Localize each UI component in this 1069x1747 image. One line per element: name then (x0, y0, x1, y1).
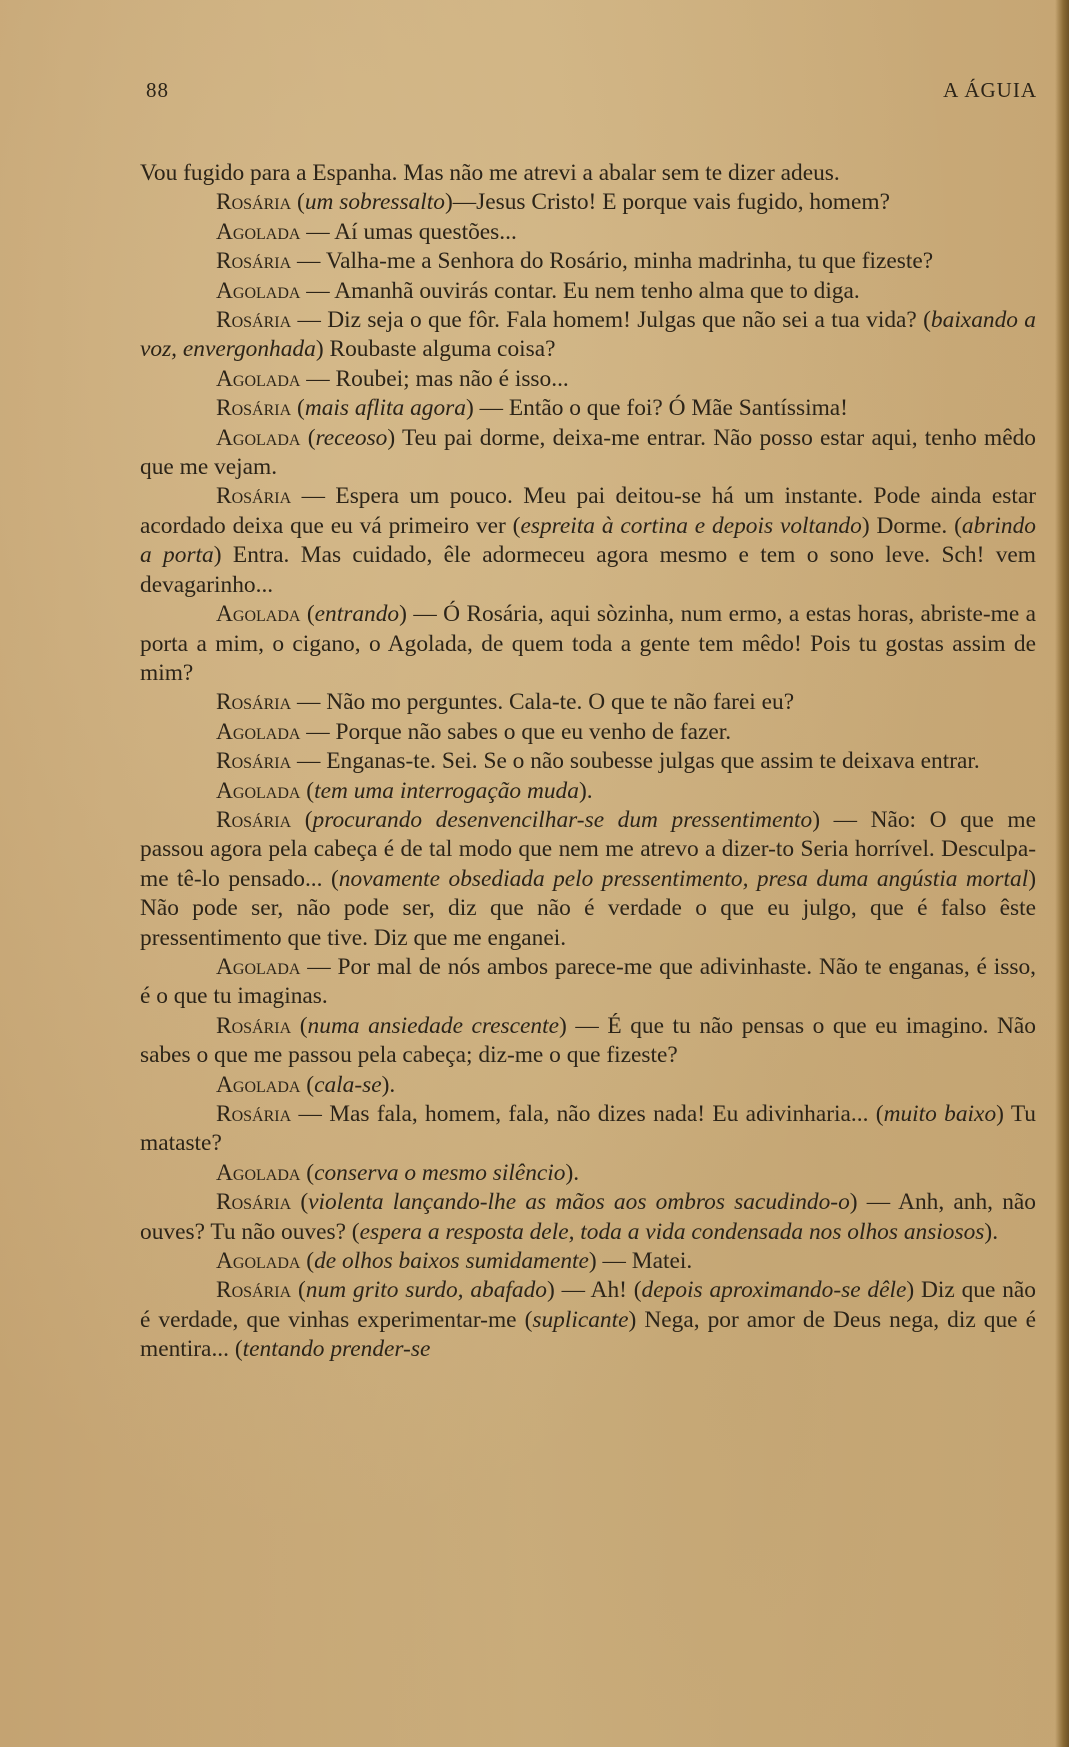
speaker-name: Agolada (216, 365, 301, 392)
stage-direction: conserva o mesmo silêncio (314, 1159, 566, 1186)
dialogue-text: ) Tu mataste? (140, 1101, 1036, 1157)
dialogue-paragraph (140, 718, 1036, 747)
stage-direction: tem uma interrogação muda (314, 777, 579, 804)
stage-direction: mais aflita agora (304, 395, 466, 422)
speaker-name: Agolada (216, 424, 301, 451)
dialogue-text: ). (565, 1159, 580, 1186)
speaker-name: Agolada (216, 218, 301, 245)
dialogue-paragraph (140, 1159, 1036, 1188)
dialogue-text: ( (300, 777, 315, 804)
dialogue-text: ( (300, 1248, 315, 1275)
dialogue-text: — Não mo perguntes. Cala-te. O que te não farei eu? (291, 689, 795, 716)
stage-direction: espera a resposta dele, toda a vida condensada nos olhos ansiosos (359, 1218, 985, 1245)
dialogue-paragraph (140, 306, 1036, 365)
dialogue-text: — Porque não sabes o que eu venho de fazer. (300, 718, 732, 745)
dialogue-paragraph (140, 1188, 1036, 1247)
stage-direction: depois aproximando-se dêle (641, 1277, 907, 1304)
dialogue-text: ) Dorme. ( (861, 512, 962, 539)
dialogue-text: ) — Então o que foi? Ó Mãe Santíssima! (465, 395, 848, 422)
speaker-name: Rosária (216, 1012, 292, 1039)
dialogue-text: ) Diz que não é verdade, que vinhas experimentar-me ( (140, 1277, 1036, 1333)
dialogue-text: — Por mal de nós ambos parece-me que adivinhaste. Não te enganas, é isso, é o que tu imaginas. (140, 953, 1036, 1010)
speaker-name: Rosária (216, 689, 292, 716)
speaker-name: Agolada (216, 277, 301, 304)
dialogue-paragraph (140, 777, 1036, 806)
speaker-name: Rosária (216, 483, 292, 510)
running-header (146, 78, 1037, 110)
stage-direction: abrindo a porta (140, 512, 1036, 569)
stage-direction: novamente obsediada pelo pressentimento, presa duma angústia mortal (338, 865, 1029, 892)
speaker-name: Rosária (216, 1189, 292, 1216)
dialogue-paragraph (140, 806, 1036, 953)
dialogue-text: ( (300, 1159, 315, 1186)
stage-direction: baixando a voz, envergonhada (140, 307, 1036, 363)
dialogue-text: ( (291, 1012, 308, 1039)
stage-direction: cala-se (314, 1071, 382, 1098)
dialogue-text: ( (291, 1277, 306, 1304)
speaker-name: Agolada (216, 1071, 301, 1098)
dialogue-text: ) — Ó Rosária, aqui sòzinha, num ermo, a estas horas, abriste-me a porta a mim, o cigano, o Agolada, de quem toda a gente tem mêdo! Pois tu gostas assim de mim? (140, 601, 1037, 686)
dialogue-paragraph (140, 247, 1036, 276)
speaker-name: Agolada (216, 953, 301, 980)
dialogue-paragraph (140, 424, 1036, 483)
dialogue-paragraph (140, 394, 1036, 423)
dialogue-paragraph (140, 159, 1036, 188)
dialogue-text: ). (984, 1218, 999, 1245)
dialogue-text: ) Teu pai dorme, deixa-me entrar. Não posso estar aqui, tenho mêdo que me vejam. (140, 424, 1036, 481)
dialogue-text: )—Jesus Cristo! E porque vais fugido, homem? (444, 189, 890, 216)
dialogue-text: ). (381, 1071, 396, 1098)
stage-direction: espreita à cortina e depois voltando (520, 512, 862, 539)
dialogue-text: ) Entra. Mas cuidado, êle adormeceu agora mesmo e tem o sono leve. Sch! vem devagarinho... (140, 542, 1036, 598)
dialogue-text: ( (300, 1071, 315, 1098)
body-text (140, 159, 1036, 1365)
speaker-name: Rosária (216, 189, 292, 216)
speaker-name: Rosária (216, 248, 292, 275)
speaker-name: Rosária (216, 806, 292, 833)
speaker-name: Rosária (216, 307, 292, 334)
dialogue-paragraph (140, 953, 1036, 1012)
page-edge-shadow (1055, 0, 1069, 1747)
dialogue-text: — Roubei; mas não é isso... (300, 365, 569, 392)
dialogue-text: ) Roubaste alguma coisa? (315, 336, 556, 363)
dialogue-text: — Amanhã ouvirás contar. Eu nem tenho alma que to diga. (300, 277, 860, 304)
page-number: 88 (146, 78, 169, 102)
speaker-name: Agolada (216, 718, 301, 745)
stage-direction: num grito surdo, abafado (305, 1277, 547, 1304)
dialogue-text: ( (300, 424, 316, 451)
stage-direction: um sobressalto (304, 189, 445, 216)
dialogue-paragraph (140, 365, 1036, 394)
speaker-name: Agolada (216, 777, 301, 804)
dialogue-text: Vou fugido para a Espanha. Mas não me atrevi a abalar sem te dizer adeus. (140, 160, 840, 186)
dialogue-paragraph (140, 1247, 1036, 1276)
speaker-name: Rosária (216, 748, 292, 775)
dialogue-paragraph (140, 1276, 1036, 1364)
dialogue-text: — Espera um pouco. Meu pai deitou-se há um instante. Pode ainda estar acordado deixa que eu vá primeiro ver ( (140, 483, 1036, 539)
stage-direction: violenta lançando-lhe as mãos aos ombros sacudindo-o (308, 1189, 850, 1216)
dialogue-paragraph (140, 1071, 1036, 1100)
dialogue-text: ) — Não: O que me passou agora pela cabeça é de tal modo que nem me atrevo a dizer-to Seria horrível. Desculpa-me tê-lo pensado... ( (140, 806, 1036, 892)
dialogue-text: ( (291, 395, 305, 422)
dialogue-paragraph (140, 218, 1036, 247)
speaker-name: Agolada (216, 1248, 301, 1275)
speaker-name: Agolada (216, 1159, 301, 1186)
stage-direction: suplicante (532, 1306, 629, 1333)
dialogue-paragraph (140, 277, 1036, 306)
dialogue-paragraph (140, 747, 1036, 776)
dialogue-text: ( (291, 1189, 309, 1216)
running-title: A ÁGUIA (943, 78, 1037, 102)
dialogue-text: — Valha-me a Senhora do Rosário, minha madrinha, tu que fizeste? (291, 248, 934, 275)
stage-direction: tentando prender-se (242, 1336, 431, 1363)
speaker-name: Rosária (216, 1101, 292, 1127)
dialogue-text: ) Não pode ser, não pode ser, diz que não é verdade o que eu julgo, que é falso êste pressentimento que tive. Diz que me enganei. (140, 865, 1037, 951)
dialogue-paragraph (140, 482, 1036, 600)
dialogue-text: — Aí umas questões... (300, 218, 517, 245)
dialogue-text: ). (578, 777, 593, 804)
dialogue-text: ) — Anh, anh, não ouves? Tu não ouves? ( (140, 1189, 1036, 1245)
dialogue-text: ) — Matei. (588, 1248, 693, 1275)
stage-direction: muito baixo (883, 1101, 997, 1127)
stage-direction: de olhos baixos sumidamente (314, 1248, 589, 1275)
stage-direction: entrando (314, 601, 400, 628)
stage-direction: numa ansiedade crescente (307, 1012, 559, 1039)
dialogue-text: — Mas fala, homem, fala, não dizes nada! Eu adivinharia... ( (291, 1101, 884, 1127)
dialogue-text: ) — Ah! ( (547, 1277, 642, 1304)
speaker-name: Rosária (216, 395, 292, 422)
stage-direction: receoso (315, 424, 388, 451)
dialogue-paragraph (140, 688, 1036, 717)
speaker-name: Agolada (216, 601, 301, 628)
dialogue-paragraph (140, 188, 1036, 217)
dialogue-text: ) Nega, por amor de Deus nega, diz que é mentira... ( (140, 1306, 1036, 1363)
dialogue-text: — Enganas-te. Sei. Se o não soubesse julgas que assim te deixava entrar. (291, 748, 980, 775)
dialogue-paragraph (140, 600, 1036, 688)
stage-direction: procurando desenvencilhar-se dum pressentimento (312, 806, 813, 833)
dialogue-paragraph (140, 1012, 1036, 1071)
dialogue-text: ( (291, 189, 305, 216)
dialogue-text: ( (300, 601, 315, 628)
speaker-name: Rosária (216, 1277, 292, 1304)
dialogue-paragraph (140, 1100, 1036, 1159)
dialogue-text: — Diz seja o que fôr. Fala homem! Julgas que não sei a tua vida? ( (291, 307, 931, 334)
dialogue-text: ( (291, 806, 313, 833)
dialogue-text: ) — É que tu não pensas o que eu imagino. Não sabes o que me passou pela cabeça; diz-me o que fizeste? (140, 1012, 1036, 1069)
